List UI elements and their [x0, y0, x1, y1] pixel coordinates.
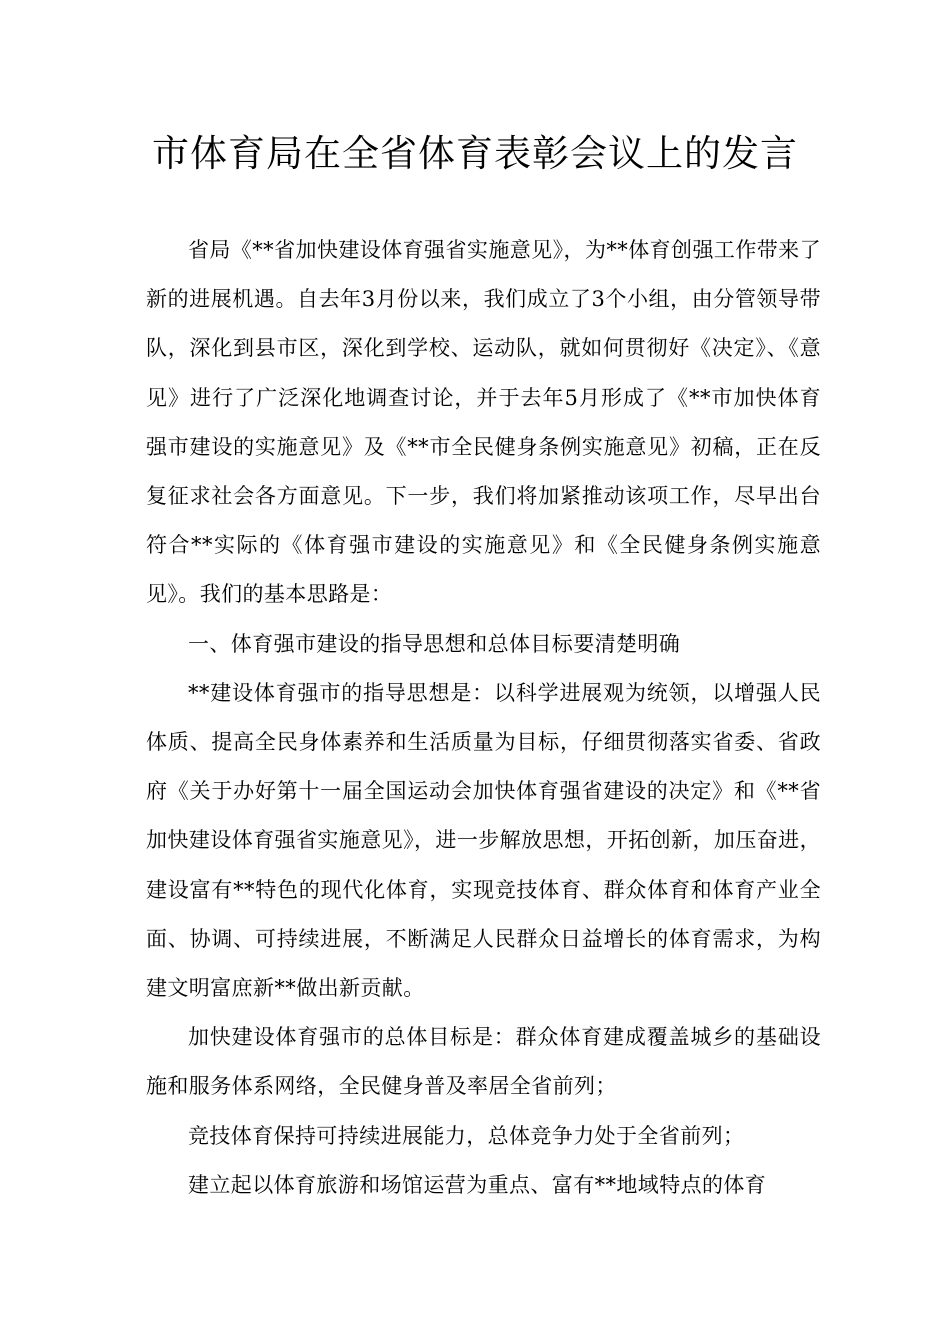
paragraph-sports-industry: 建立起以体育旅游和场馆运营为重点、富有**地域特点的体育	[188, 1172, 767, 1197]
paragraph-overall-goal: 加快建设体育强市的总体目标是：群众体育建成覆盖城乡的基础设施和服务体系网络，全民健身普及率居全省前列；	[146, 1025, 821, 1099]
document-body	[146, 226, 821, 1210]
paragraph-intro: 省局《**省加快建设体育强省实施意见》，为**体育创强工作带来了新的进展机遇。自去年3月份以来，我们成立了3个小组，由分管领导带队，深化到县市区，深化到学校、运动队，就如何贯彻好《决定》、《意见》进行了广泛深化地调查讨论，并于去年5月形成了《**市加快体育强市建设的实施意见》及《**市全民健身条例实施意见》初稿，正在反复征求社会各方面意见。下一步，我们将加紧推动该项工作，尽早出台符合**实际的《体育强市建设的实施意见》和《全民健身条例实施意见》。我们的基本思路是：	[146, 238, 821, 607]
document-title: 市体育局在全省体育表彰会议上的发言	[152, 132, 798, 175]
paragraph-guiding-ideology: **建设体育强市的指导思想是：以科学进展观为统领，以增强人民体质、提高全民身体素养和生活质量为目标，仔细贯彻落实省委、省政府《关于办好第十一届全国运动会加快体育强省建设的决定》和《**省加快建设体育强省实施意见》，进一步解放思想，开拓创新，加压奋进，建设富有**特色的现代化体育，实现竞技体育、群众体育和体育产业全面、协调、可持续进展，不断满足人民群众日益增长的体育需求，为构建文明富庶新**做出新贡献。	[146, 680, 821, 1001]
paragraph-competitive-sports: 竞技体育保持可持续进展能力，总体竞争力处于全省前列；	[188, 1123, 745, 1148]
paragraph-section-heading: 一、体育强市建设的指导思想和总体目标要清楚明确	[188, 631, 681, 656]
